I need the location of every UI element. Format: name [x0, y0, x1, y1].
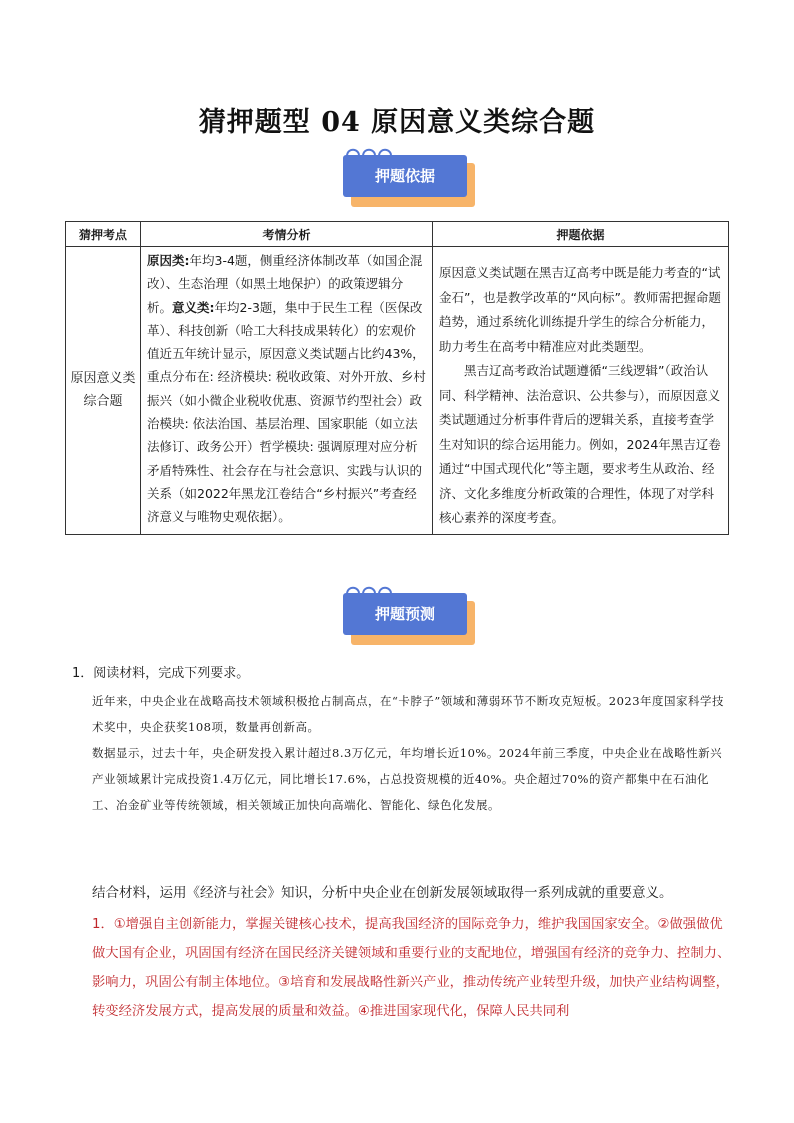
- cause-text: 年均3-4题，侧重经济体制改革（如国企混改）、生态治理（如黑土地保护）的政策逻辑分析。: [147, 253, 423, 315]
- basis-paragraph-2: 黑吉辽高考政治试题遵循“三线逻辑”（政治认同、科学精神、法治意识、公共参与），而原因意义类试题通过分析事件背后的逻辑关系，直接考查学生对知识的综合运用能力。例如，2024年黑吉辽卷通过“中国式现代化”等主题，要求考生从政治、经济、文化多维度分析政策的合理性，体现了对学科核心素养的深度考查。: [439, 363, 721, 525]
- basis-table: [65, 221, 729, 535]
- table-header-analysis: 考情分析: [141, 222, 433, 247]
- table-header-topic: 猜押考点: [66, 222, 141, 247]
- banner-label: 押题预测: [343, 593, 467, 635]
- meaning-text: 年均2-3题，集中于民生工程（医保改革）、科技创新（哈工大科技成果转化）的宏观价值近五年统计显示，原因意义类试题占比约43%，重点分布在: 经济模块: 税收政策、对外开放、乡村振兴（如小微企业税收优惠、资源节约型社会）政治模块: 依法治国、基层治理、国家职能（如立法法修订、政务公开）哲学模块: 强调原理对应分析矛盾特殊性、社会存在与社会意识、实践与认识的关系（如2022年黑龙江卷结合“乡村振兴”考查经济意义与唯物史观依据）。: [147, 299, 426, 525]
- banner-forecast: [340, 583, 478, 645]
- material-paragraph-2: 数据显示，过去十年，央企研发投入累计超过8.3万亿元，年均增长近10%。2024年前三季度，中央企业在战略性新兴产业领域累计完成投资1.4万亿元，同比增长17.6%，占总投资规模的近40%。央企超过70%的资产都集中在石油化工、冶金矿业等传统领域，相关领域正加快向高端化、智能化、绿色化发展。: [92, 746, 723, 812]
- banner-label: 押题依据: [343, 155, 467, 197]
- question-task: 结合材料，运用《经济与社会》知识，分析中央企业在创新发展领域取得一系列成就的重要意义。: [92, 885, 673, 901]
- topic-text: 原因意义类综合题: [70, 371, 136, 410]
- basis-cell: [433, 247, 729, 535]
- material-paragraph-1: 近年来，中央企业在战略高技术领域积极抢占制高点，在“卡脖子”领域和薄弱环节不断攻克短板。2023年度国家科学技术奖中，央企获奖108项，数量再创新高。: [92, 694, 725, 734]
- table-header-basis: 押题依据: [433, 222, 729, 247]
- question-prompt: 1．阅读材料，完成下列要求。: [72, 666, 250, 681]
- answer-text: 1．①增强自主创新能力，掌握关键核心技术，提高我国经济的国际竞争力，维护我国国家安全。②做强做优做大国有企业，巩固国有经济在国民经济关键领域和重要行业的支配地位，增强国有经济的竞争力、控制力、影响力，巩固公有制主体地位。③培育和发展战略性新兴产业，推动传统产业转型升级，加快产业结构调整，转变经济发展方式，提高发展的质量和效益。④推进国家现代化，保障人民共同利: [92, 917, 731, 1019]
- meaning-label: 意义类:: [172, 299, 215, 315]
- basis-paragraph-1: 原因意义类试题在黑吉辽高考中既是能力考查的“试金石”，也是教学改革的“风向标”。教师需把握命题趋势，通过系统化训练提升学生的综合分析能力，助力考生在高考中精准应对此类题型。: [439, 265, 721, 354]
- analysis-cell: [141, 247, 433, 535]
- table-row: [66, 247, 729, 535]
- cause-label: 原因类:: [147, 253, 190, 268]
- material-block: [92, 688, 728, 818]
- page-title: 猜押题型 04 原因意义类综合题: [198, 107, 596, 138]
- banner-basis: [340, 145, 478, 207]
- topic-cell: [66, 247, 141, 535]
